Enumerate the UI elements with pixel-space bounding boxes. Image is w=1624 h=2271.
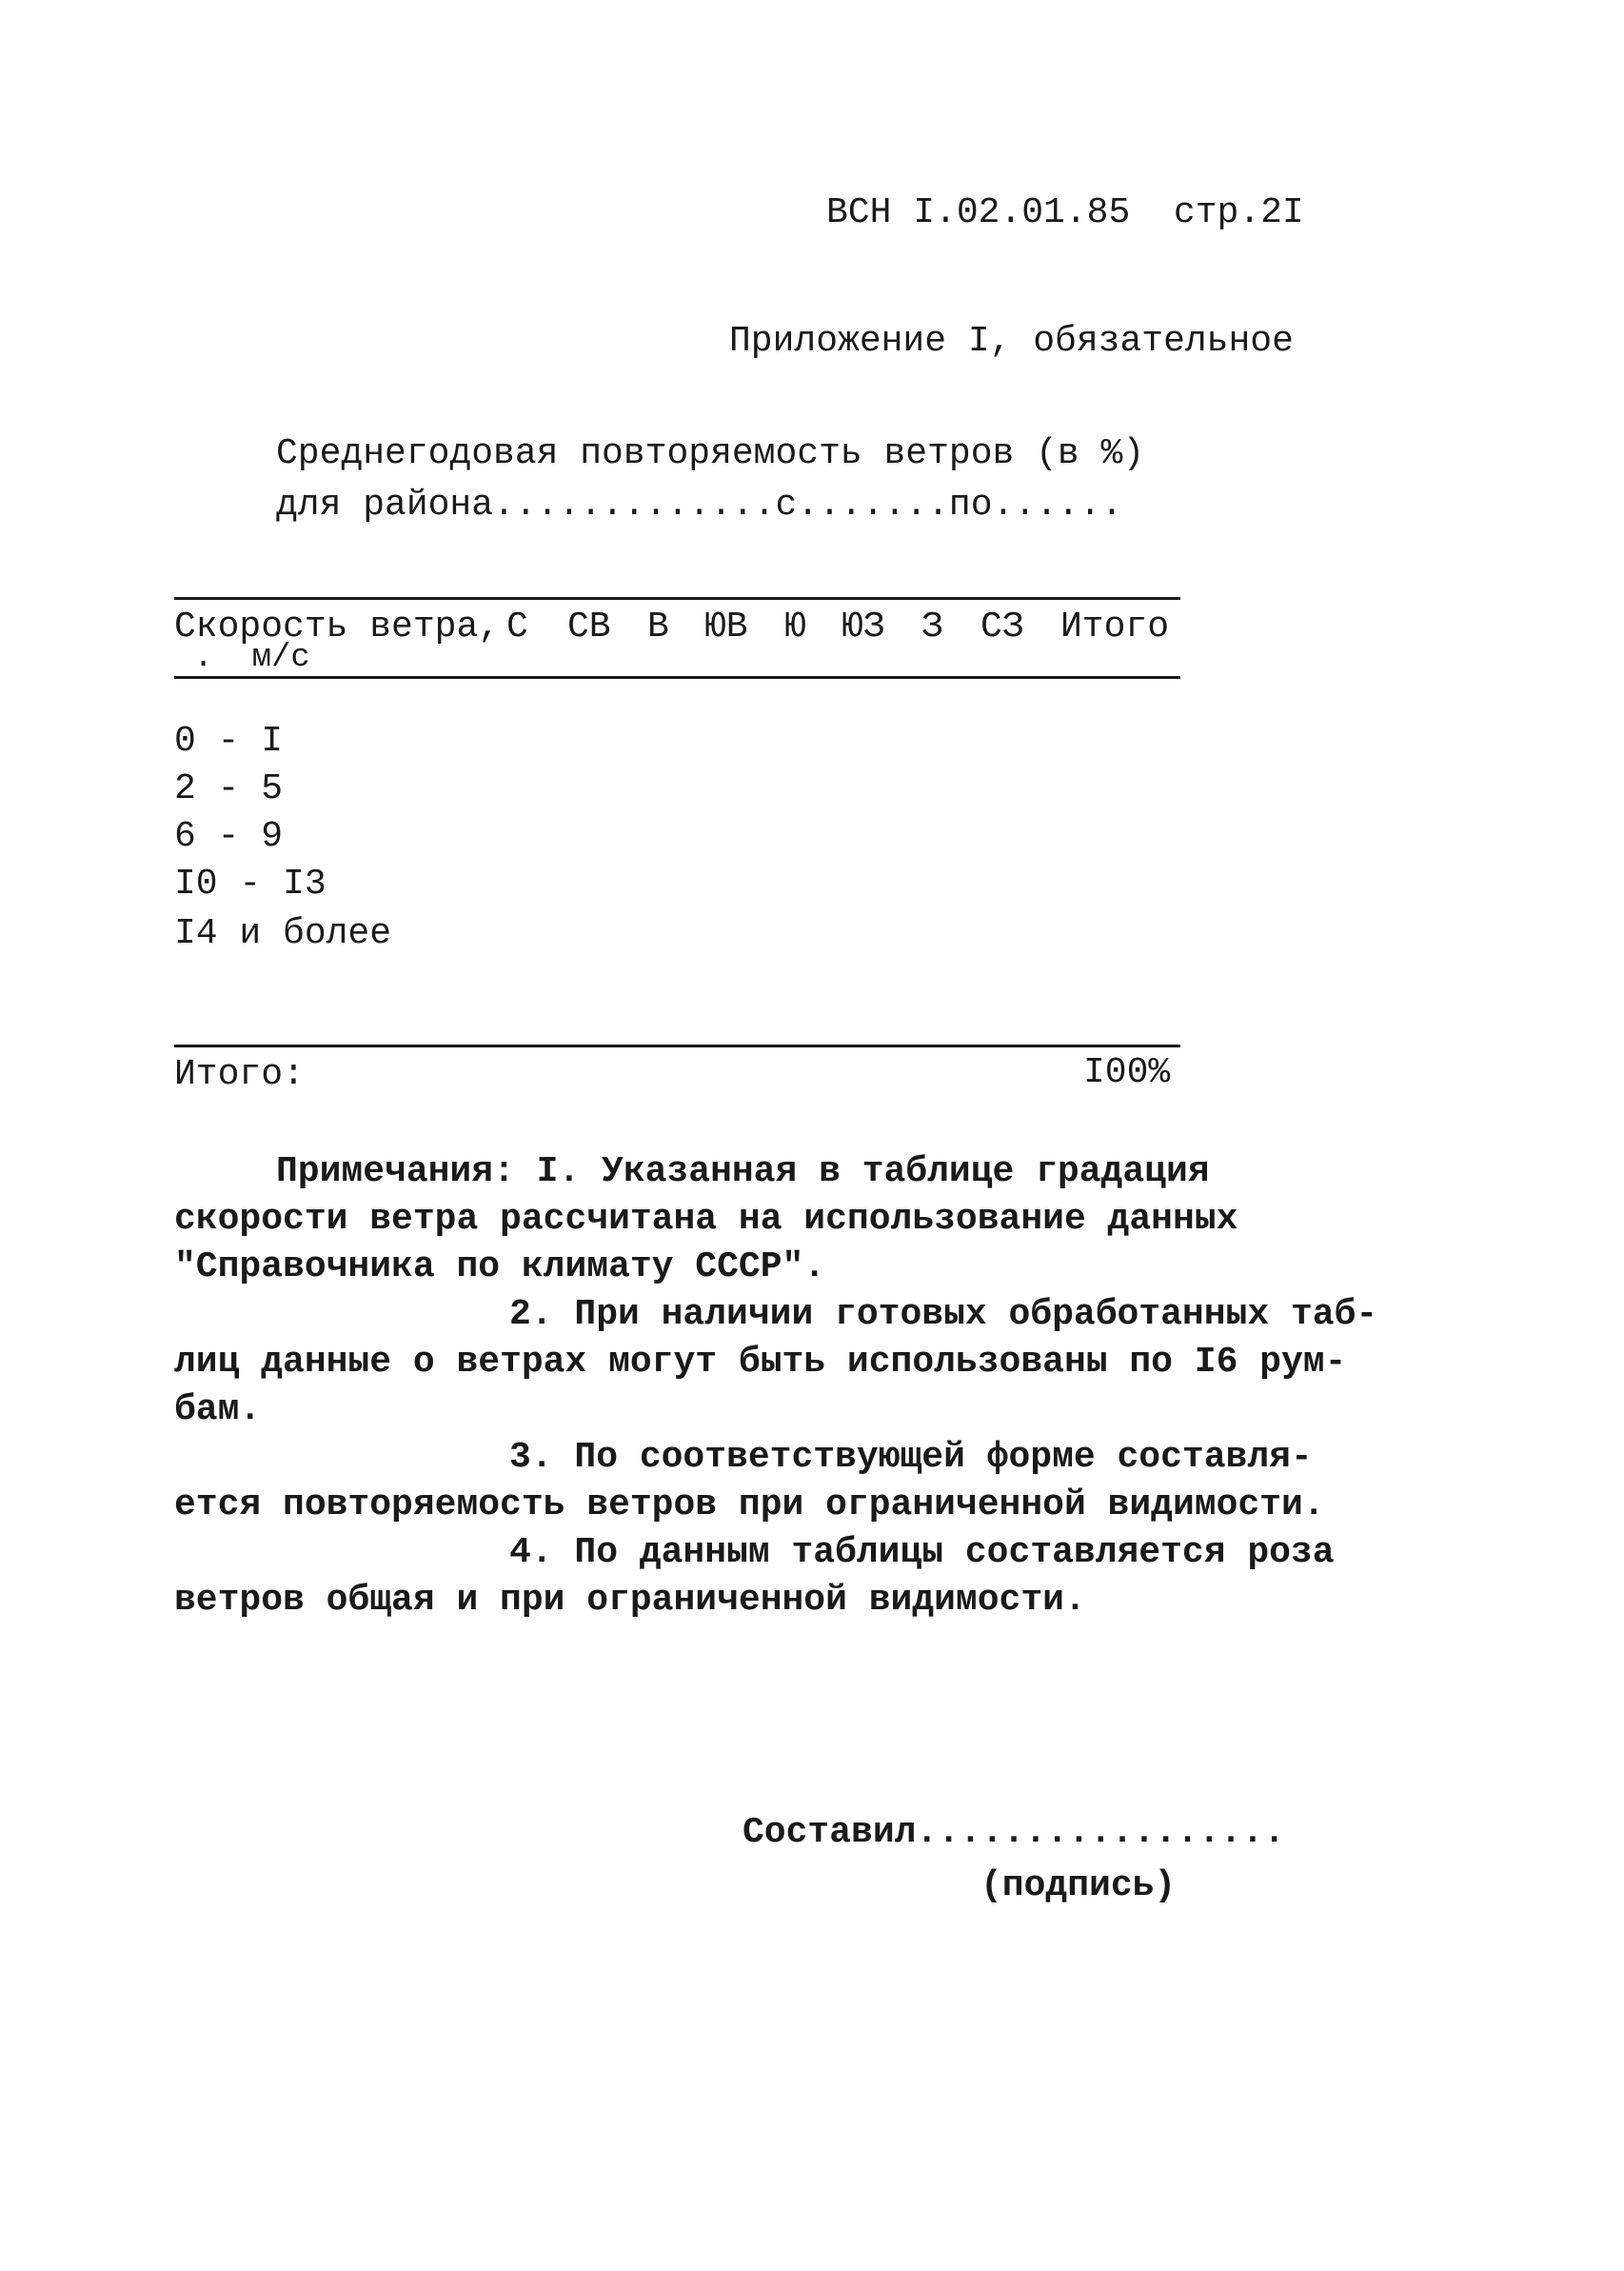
- table-row-label: 0 - I: [174, 721, 284, 762]
- note-2-line-2: лиц данные о ветрах могут быть использованы по I6 рум-: [174, 1342, 1347, 1383]
- compiled-by-field: Составил.................: [743, 1812, 1286, 1853]
- table-row-label: 6 - 9: [174, 816, 284, 857]
- header-direction-ne: СВ: [567, 607, 611, 647]
- note-1-line-2: скорости ветра рассчитана на использование данных: [174, 1199, 1238, 1240]
- header-wind-speed: Скорость ветра,: [174, 607, 501, 647]
- header-total: Итого: [1060, 607, 1170, 647]
- header-direction-n: С: [506, 607, 528, 647]
- table-row-label: I4 и более: [174, 913, 392, 954]
- header-direction-e: В: [647, 607, 669, 647]
- note-3-line-1: 3. По соответствующей форме составля-: [509, 1437, 1313, 1478]
- note-2-line-3: бам.: [174, 1389, 262, 1430]
- table-bottom-rule: [174, 1045, 1180, 1047]
- note-4-line-1: 4. По данным таблицы составляется роза: [509, 1532, 1335, 1573]
- header-direction-sw: ЮЗ: [842, 607, 885, 647]
- header-direction-se: ЮВ: [704, 607, 748, 647]
- note-3-line-2: ется повторяемость ветров при ограниченной видимости.: [174, 1484, 1325, 1525]
- note-4-line-2: ветров общая и при ограниченной видимости.: [174, 1580, 1086, 1621]
- table-row-label: 2 - 5: [174, 768, 284, 809]
- header-direction-w: З: [921, 607, 943, 647]
- appendix-label: Приложение I, обязательное: [729, 321, 1294, 362]
- total-label: Итого:: [174, 1054, 305, 1095]
- signature-caption: (подпись): [980, 1865, 1177, 1906]
- table-subtitle-region: для района.............с.......по......: [276, 485, 1123, 526]
- table-top-rule: [174, 597, 1180, 600]
- note-2-line-1: 2. При наличии готовых обработанных таб-: [509, 1294, 1378, 1335]
- header-direction-s: Ю: [784, 607, 806, 647]
- note-1-line-1: Примечания: I. Указанная в таблице градация: [276, 1151, 1210, 1192]
- table-title: Среднегодовая повторяемость ветров (в %): [276, 433, 1145, 474]
- header-direction-nw: СЗ: [980, 607, 1024, 647]
- table-row-label: I0 - I3: [174, 864, 327, 905]
- total-value: I00%: [1083, 1052, 1171, 1093]
- table-header-rule: [174, 676, 1180, 679]
- document-code: ВСН I.02.01.85 стр.2I: [826, 192, 1304, 233]
- header-wind-speed-unit: . м/с: [174, 640, 310, 676]
- note-1-line-3: "Справочника по климату СССР".: [174, 1246, 826, 1287]
